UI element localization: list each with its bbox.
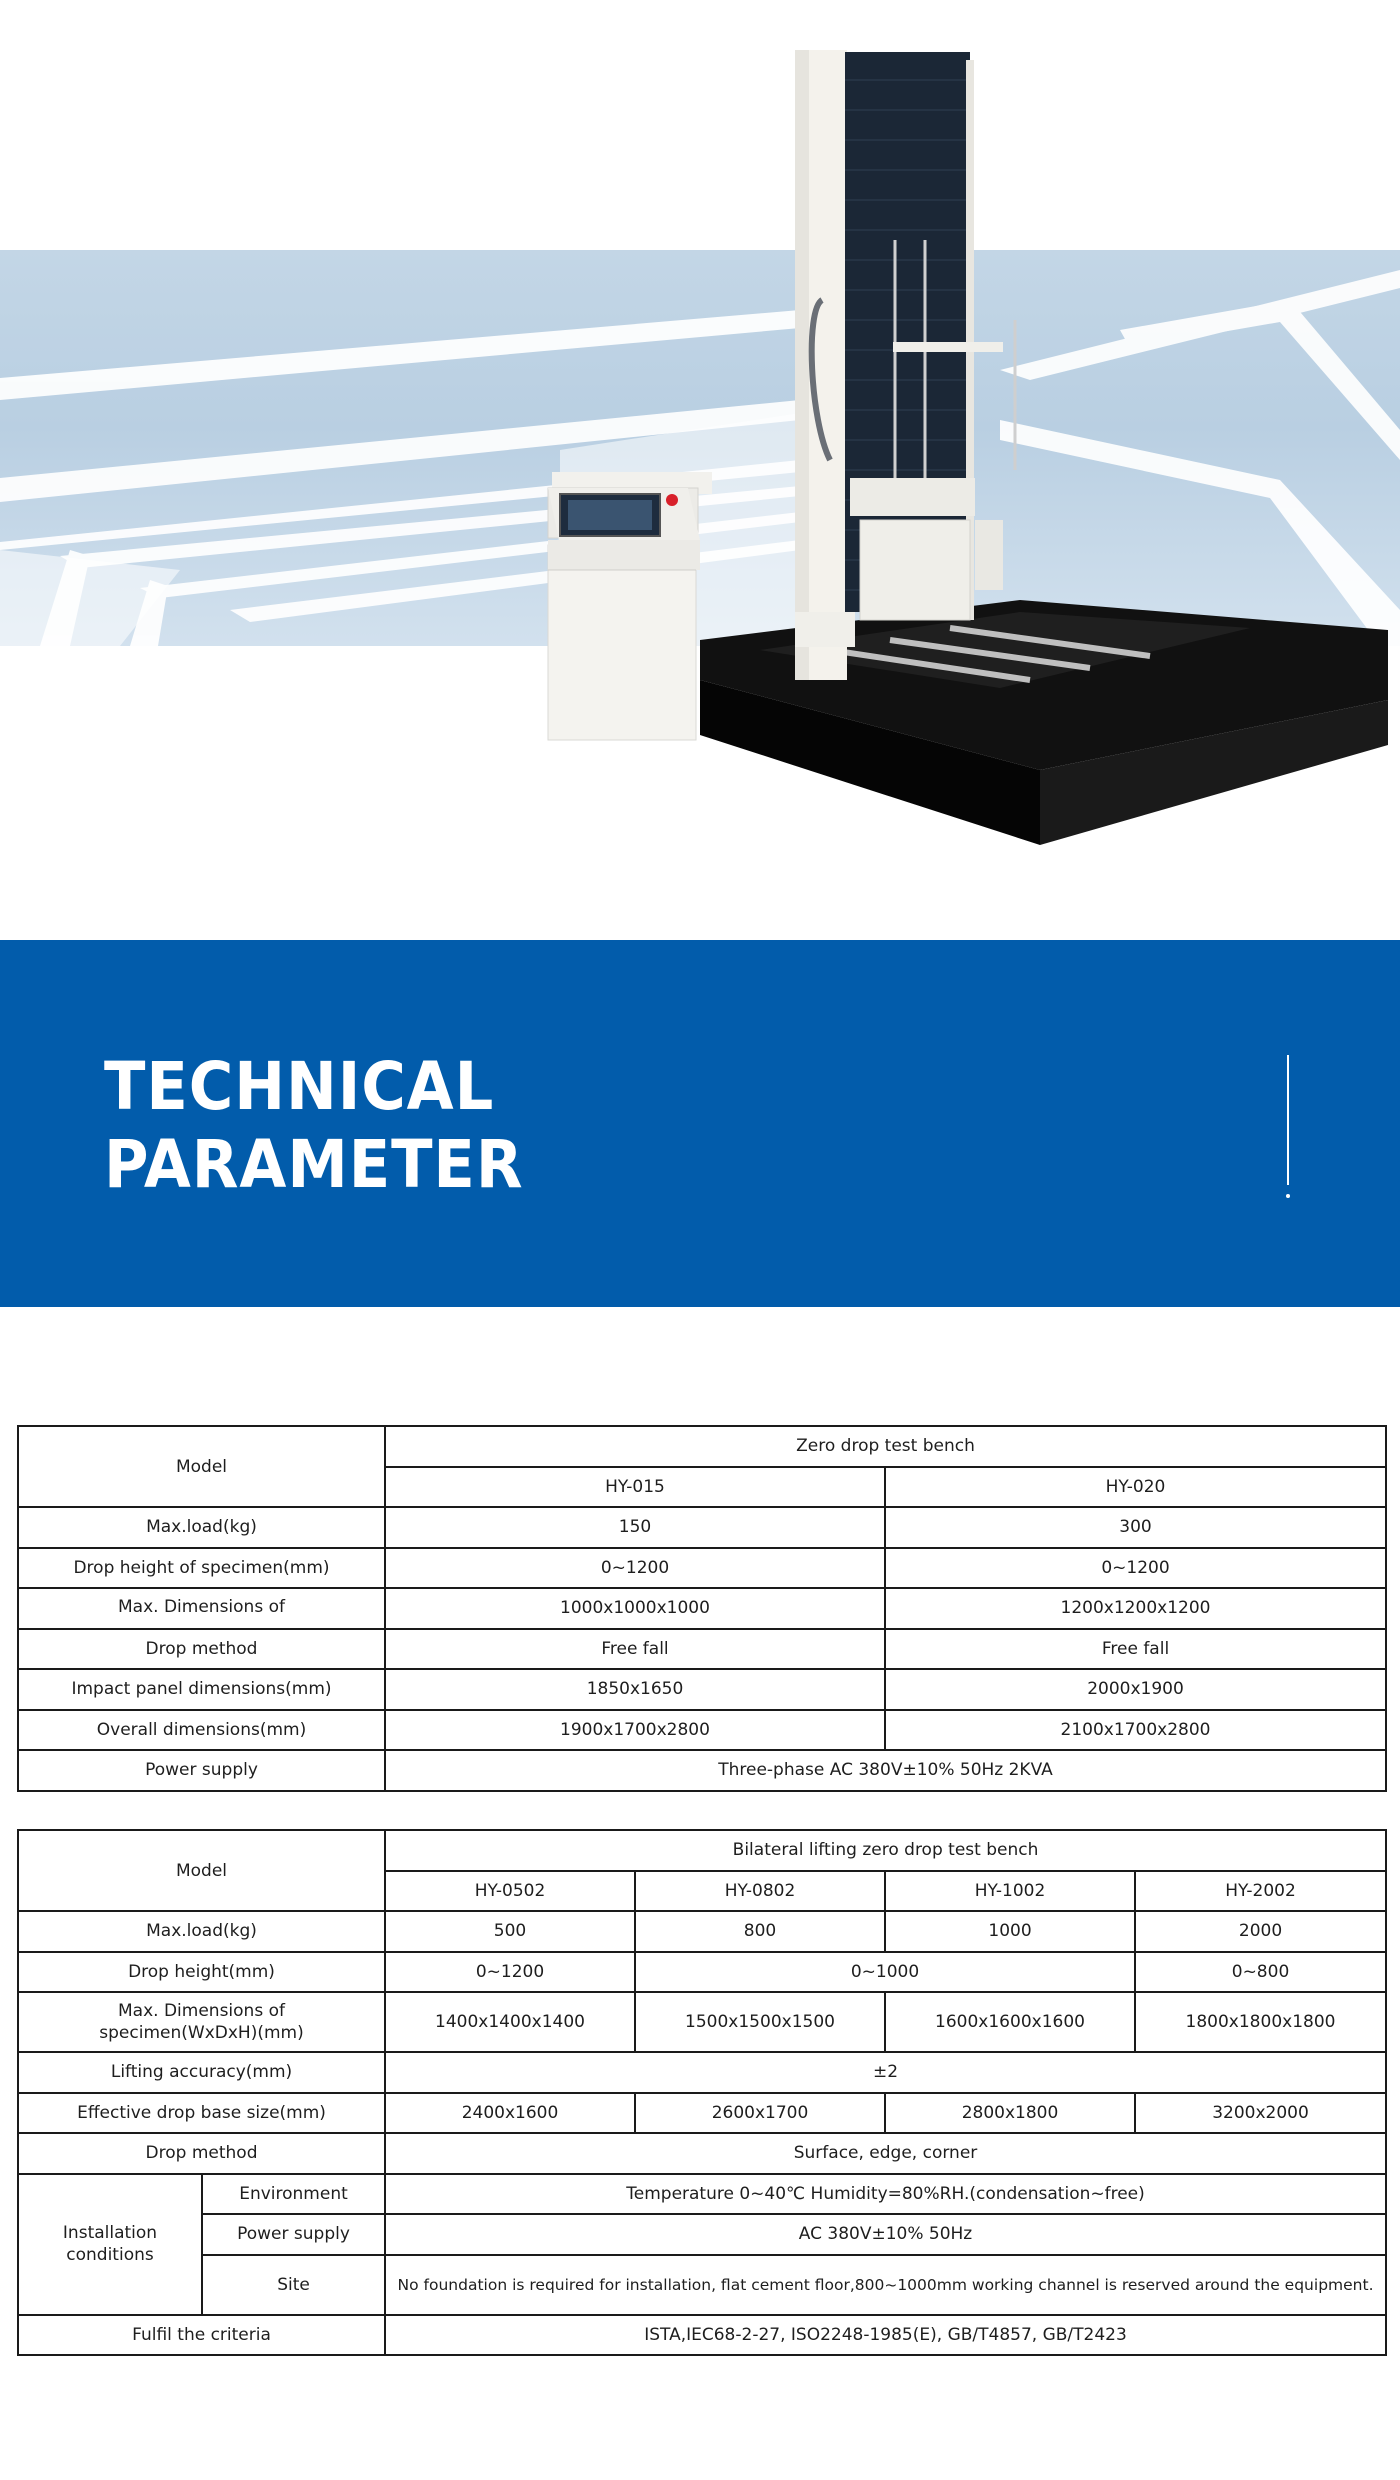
value-cell: 800 [635,1911,885,1952]
sub-row-label: Site [202,2255,385,2315]
row-label: Power supply [18,1750,385,1791]
table-row [18,1669,1386,1710]
value-cell: 1500x1500x1500 [635,1992,885,2052]
table-row [18,2214,1386,2255]
row-label-text: Max. Dimensions of [118,1597,285,1618]
row-label [18,1588,385,1629]
value-cell: 2000x1900 [885,1669,1386,1710]
technical-parameter-banner [0,940,1400,1307]
row-label: Overall dimensions(mm) [18,1710,385,1751]
table-row [18,1911,1386,1952]
table-row [18,1629,1386,1670]
drop-column [795,50,1015,680]
table-row [18,2174,1386,2215]
section-title [104,1048,524,1204]
hero-section [0,0,1400,940]
value-cell: ISTA,IEC68-2-27, ISO2248-1985(E), GB/T4857, GB/T2423 [385,2315,1386,2356]
value-cell: Temperature 0~40℃ Humidity=80%RH.(condensation~free) [385,2174,1386,2215]
row-label: Impact panel dimensions(mm) [18,1669,385,1710]
value-cell: 2400x1600 [385,2093,635,2134]
value-cell: 300 [885,1507,1386,1548]
control-cabinet [548,472,712,740]
value-cell: 1000x1000x1000 [385,1588,885,1629]
installation-label-line-1: Installation [62,2223,158,2243]
row-label: Drop height of specimen(mm) [18,1548,385,1589]
table-row [18,1952,1386,1993]
value-cell: No foundation is required for installation, flat cement floor,800~1000mm working channel is reserved around the equipment. [385,2255,1386,2315]
table-row [18,1992,1386,2052]
table-row [18,1507,1386,1548]
row-label: Fulfil the criteria [18,2315,385,2356]
value-cell: Free fall [885,1629,1386,1670]
row-label-line-2: specimen(WxDxH)(mm) [99,2023,304,2043]
table-row [18,2315,1386,2356]
value-cell: 1800x1800x1800 [1135,1992,1386,2052]
row-label: Drop method [18,1629,385,1670]
table-row [18,1548,1386,1589]
section-title-line-1: TECHNICAL [104,1048,495,1125]
decorative-vertical-line [1287,1055,1289,1185]
value-cell: 1000 [885,1911,1135,1952]
value-cell: 0~1200 [385,1952,635,1993]
row-label: Drop method [18,2133,385,2174]
row-label-line-1: Max. Dimensions of [118,2001,285,2021]
value-cell: 1850x1650 [385,1669,885,1710]
model-cell: HY-1002 [885,1871,1135,1912]
installation-conditions-label [18,2174,202,2315]
model-header: Model [18,1426,385,1507]
value-cell: 2100x1700x2800 [885,1710,1386,1751]
model-cell: HY-015 [385,1467,885,1508]
row-label: Drop height(mm) [18,1952,385,1993]
value-cell: Three-phase AC 380V±10% 50Hz 2KVA [385,1750,1386,1791]
table-row [18,2133,1386,2174]
value-cell: AC 380V±10% 50Hz [385,2214,1386,2255]
value-cell: Surface, edge, corner [385,2133,1386,2174]
value-cell: 0~1200 [385,1548,885,1589]
table-row [18,1830,1386,1871]
model-cell: HY-0802 [635,1871,885,1912]
value-cell: 1400x1400x1400 [385,1992,635,2052]
row-label [18,1992,385,2052]
row-label: Effective drop base size(mm) [18,2093,385,2134]
value-cell: 2600x1700 [635,2093,885,2134]
table-row [18,1710,1386,1751]
decorative-dot [1286,1194,1290,1198]
product-name-cell: Bilateral lifting zero drop test bench [385,1830,1386,1871]
bilateral-lifting-spec-table [17,1829,1387,2356]
row-label: Max.load(kg) [18,1507,385,1548]
value-cell: ±2 [385,2052,1386,2093]
row-label: Lifting accuracy(mm) [18,2052,385,2093]
value-cell: 0~1200 [885,1548,1386,1589]
sub-row-label: Environment [202,2174,385,2215]
installation-label-line-2: conditions [66,2245,154,2265]
model-cell: HY-0502 [385,1871,635,1912]
table-row [18,1426,1386,1467]
table-row [18,2052,1386,2093]
product-name-cell: Zero drop test bench [385,1426,1386,1467]
model-cell: HY-020 [885,1467,1386,1508]
value-cell: 2000 [1135,1911,1386,1952]
value-cell: 150 [385,1507,885,1548]
model-header: Model [18,1830,385,1911]
value-cell: 1600x1600x1600 [885,1992,1135,2052]
drop-test-bench-image [0,0,1400,940]
table-row [18,2093,1386,2134]
model-cell: HY-2002 [1135,1871,1386,1912]
value-cell: 0~1000 [635,1952,1135,1993]
value-cell: 500 [385,1911,635,1952]
table-row [18,1750,1386,1791]
table-row [18,2255,1386,2315]
table-row [18,1588,1386,1629]
value-cell: 1200x1200x1200 [885,1588,1386,1629]
value-cell: Free fall [385,1629,885,1670]
sub-row-label: Power supply [202,2214,385,2255]
value-cell: 3200x2000 [1135,2093,1386,2134]
row-label: Max.load(kg) [18,1911,385,1952]
value-cell: 2800x1800 [885,2093,1135,2134]
value-cell: 0~800 [1135,1952,1386,1993]
zero-drop-spec-table [17,1425,1387,1792]
value-cell: 1900x1700x2800 [385,1710,885,1751]
section-title-line-2: PARAMETER [104,1126,524,1203]
